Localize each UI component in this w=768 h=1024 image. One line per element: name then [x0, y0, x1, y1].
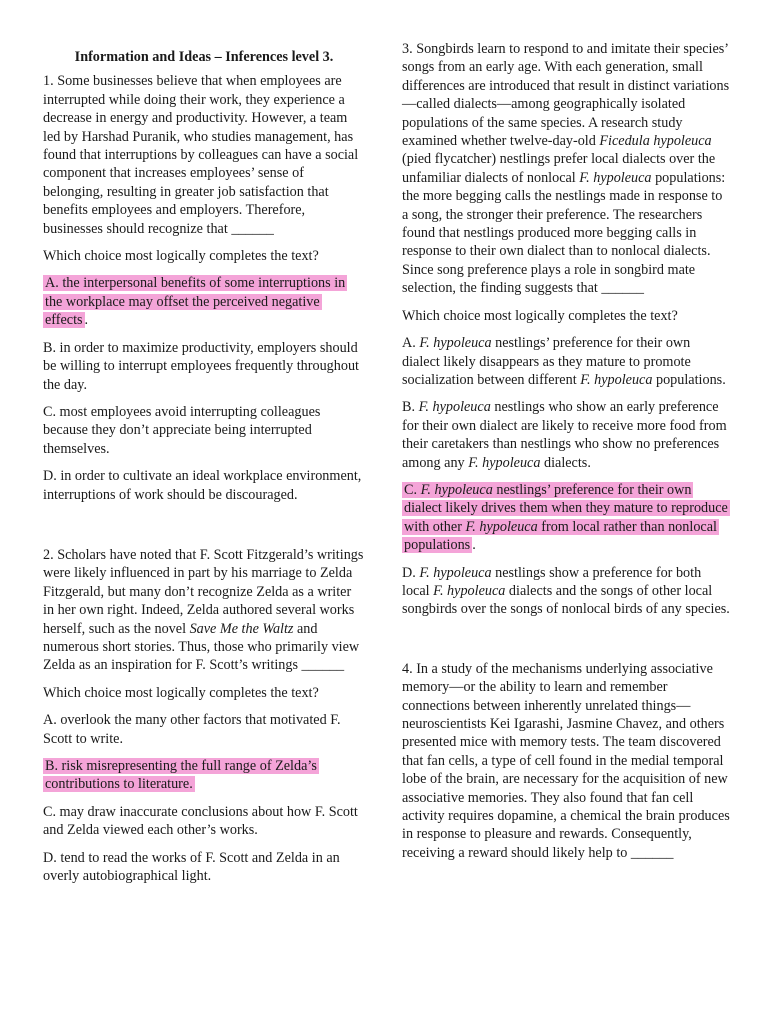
text-run: dialects and the songs of other local songbirds over the songs of nonlocal birds of any species. — [402, 582, 730, 618]
spacer — [43, 513, 365, 546]
page-title: Information and Ideas – Inferences level 3. — [74, 49, 334, 65]
option-letter: D. — [402, 564, 420, 581]
question-1-option-a[interactable]: A. the interpersonal benefits of some interruptions in the workplace may offset the perceived negative effects . — [45, 275, 346, 329]
text-run: nestlings who show an early preference for their own dialect are likely to receive more food from their caretakers than nestlings who show no preferences among any — [402, 399, 727, 471]
option-letter: C. — [404, 481, 421, 498]
question-1-prompt: Which choice most logically completes the text? — [43, 248, 319, 265]
question-3-option-a[interactable] — [402, 334, 730, 389]
species-name: F. hypoleuca — [419, 335, 492, 352]
right-column — [402, 40, 730, 871]
text-run: and numerous short stories. Thus, those who primarily view Zelda as an inspiration for F. Scott’s writings ______ — [43, 620, 360, 674]
species-name: F. hypoleuca — [433, 582, 506, 599]
question-2-option-c[interactable]: C. may draw inaccurate conclusions about how F. Scott and Zelda viewed each other’s works. — [43, 803, 358, 839]
question-2-option-a[interactable]: A. overlook the many other factors that motivated F. Scott to write. — [43, 712, 341, 747]
question-3-option-c[interactable]: C. F. hypoleuca nestlings’ preference for their own dialect likely drives them when they mature to reproduce with other F. hypoleuca from local rather than nonlocal populations . — [404, 481, 728, 554]
left-column — [43, 40, 365, 894]
question-1-option-c[interactable]: C. most employees avoid interrupting colleagues because they don’t appreciate being interrupted themselves. — [43, 403, 321, 457]
text-run: (pied flycatcher) nestlings prefer local dialects over the unfamiliar dialects of nonlocal — [402, 151, 716, 186]
highlighted-answer — [402, 482, 730, 553]
question-4-text: 4. In a study of the mechanisms underlying associative memory—or the ability to learn and remember connections between inherently unrelated things—neuroscientists Kei Igarashi, Jasmine Chavez, and others presented mice with memory tests. The team discovered that fan cells, a type of cell found in the medial temporal lobe of the brain, are necessary for the acquisition of new associative memories. They also found that fan cell activity requires dopamine, a chemical the brain produces in response to pleasure and rewards. Consequently, receiving a reward should likely help to ______ — [402, 660, 730, 861]
question-2-prompt: Which choice most logically completes the text? — [43, 684, 319, 701]
option-letter: B. — [402, 399, 419, 416]
question-2-option-b[interactable] — [43, 757, 365, 794]
text-run: populations. — [652, 371, 726, 388]
species-name: F. hypoleuca — [580, 371, 653, 388]
text-run: nestlings show a preference for both local — [402, 564, 702, 599]
species-name: F. hypoleuca — [418, 399, 491, 416]
species-name: F. hypoleuca — [420, 481, 493, 498]
text-run: 2. Scholars have noted that F. Scott Fitzgerald’s writings were likely influenced in part by his marriage to Zelda Fitzgerald, but many don’t recognize Zelda as a writer in her own right. Indeed, Zelda authored several works herself, such as the novel — [43, 546, 364, 637]
question-3-option-d[interactable] — [402, 564, 730, 619]
text-run: nestlings’ preference for their own dialect likely drives them when they mature to reproduce with other — [404, 481, 728, 535]
species-name: F. hypoleuca — [419, 564, 492, 581]
highlighted-answer: B. risk misrepresenting the full range of Zelda’s contributions to literature. — [45, 758, 317, 793]
species-name: Ficedula hypoleuca — [599, 133, 712, 150]
option-letter: A. — [402, 335, 420, 352]
novel-title: Save Me the Waltz — [189, 620, 294, 637]
question-3-text — [402, 40, 730, 298]
question-2-text — [43, 546, 365, 675]
question-1-option-b[interactable]: B. in order to maximize productivity, employers should be willing to interrupt employees frequently throughout the day. — [43, 339, 359, 393]
question-3-prompt: Which choice most logically completes the text? — [402, 307, 678, 324]
text-run: from local rather than nonlocal populations — [404, 518, 717, 554]
text-run: 3. Songbirds learn to respond to and imitate their species’ songs from an early age. With each generation, small differences are introduced that result in distinct variations—called dialects—among geographically isolated populations of the same species. A research study examined whether twelve-day-old — [402, 41, 730, 150]
question-1-option-d[interactable]: D. in order to cultivate an ideal workplace environment, interruptions of work should be discouraged. — [43, 468, 362, 503]
text-run: nestlings’ preference for their own dialect likely disappears as they mature to promote socialization between different — [402, 335, 691, 388]
question-3-option-b[interactable] — [402, 398, 730, 472]
text-run: populations: the more begging calls the nestlings made in response to a song, the stronger their preference. The researchers found that nestlings produced more begging calls in response to their own dialect than to nonlocal dialects. Since song preference plays a role in songbird mate selection, the finding suggests that ______ — [402, 169, 726, 297]
question-2-option-d[interactable]: D. tend to read the works of F. Scott and Zelda in an overly autobiographical light. — [43, 849, 340, 885]
highlighted-answer: A. the interpersonal benefits of some interruptions in the workplace may offset the perceived negative effects — [45, 275, 346, 329]
question-1-text: 1. Some businesses believe that when employees are interrupted while doing their work, they experience a decrease in energy and productivity. However, a team led by Harshad Puranik, who studies management, has found that interruptions by colleagues can have a social component that increases employees’ sense of belonging, resulting in greater job satisfaction that benefits employees and employers. Therefore, businesses should recognize that ______ — [43, 73, 359, 237]
species-name: F. hypoleuca — [579, 169, 652, 186]
text-run: dialects. — [540, 454, 591, 471]
species-name: F. hypoleuca — [468, 454, 541, 471]
species-name: F. hypoleuca — [465, 518, 538, 535]
spacer — [402, 628, 730, 660]
